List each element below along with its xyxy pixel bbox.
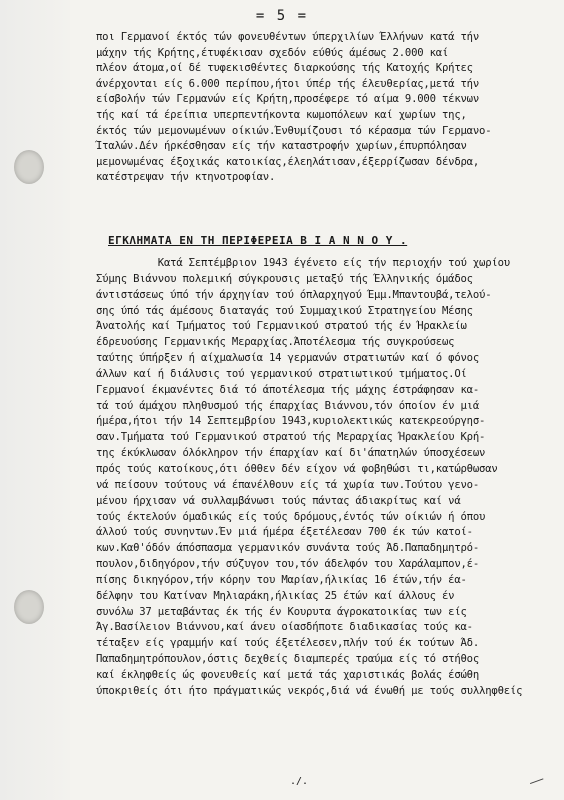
- text-line: Ίταλών.Δέν ήρκέσθησαν είς τήν καταστροφήν χωρίων,έπυρπόλησαν: [96, 140, 467, 153]
- corner-mark: [527, 769, 544, 784]
- text-line: Άγ.Βασίλειον Βιάννου,καί άνευ οίασδήποτε διαδικασίας τούς κα-: [96, 621, 473, 634]
- text-line: ταύτης ύπήρξεν ή αίχμαλωσία 14 γερμανών στρατιωτών καί ό φόνος: [96, 352, 480, 365]
- paragraph-1: [96, 30, 548, 186]
- text-line: τέταξεν είς γραμμήν καί τούς έξετέλεσεν,πλήν τού έκ τούτων Άδ.: [96, 637, 480, 650]
- paragraph-2: [96, 256, 548, 700]
- text-line: ήμέρα,ήτοι τήν 14 Σεπτεμβρίου 1943,κυριολεκτικώς κατεκρεούργησ-: [96, 415, 486, 428]
- text-line: Παπαδημητρόπουλον,όστις δεχθείς διαμπερές τραύμα είς τό στήθος: [96, 653, 480, 666]
- text-line: άλλων καί ή διάλυσις τού γερμανικού στρατιωτικού τμήματος.Οί: [96, 367, 467, 380]
- section-heading: ΕΓΚΛΗΜΑΤΑ ΕΝ ΤΗ ΠΕΡΙΦΕΡΕΙΑ Β Ι Α Ν Ν Ο Υ .: [108, 234, 408, 247]
- binding-edge: [0, 0, 70, 800]
- text-line: συνόλω 37 μεταβάντας έκ τής έν Κουρυτα άγροκατοικίας των είς: [96, 605, 467, 618]
- text-line: νά πείσουν τούτους νά έπανέλθουν είς τά χωρία των.Τούτου γενο-: [96, 478, 480, 491]
- page-number: = 5 =: [255, 8, 309, 24]
- text-line: κων.Καθ'όδόν άπόσπασμα γερμανικόν συνάντα τούς Άδ.Παπαδημητρό-: [96, 542, 480, 555]
- text-line: πίσης δικηγόρον,τήν κόρην του Μαρίαν,ήλικίας 16 έτών,τήν έα-: [96, 573, 467, 586]
- text-line: σαν.Τμήματα τού Γερμανικού στρατού τής Μεραρχίας Ήρακλείου Κρή-: [96, 431, 486, 444]
- text-line: μάχην τής Κρήτης,έτυφέκισαν σχεδόν εύθύς άμέσως 2.000 καί: [96, 46, 449, 59]
- text-line: άντιστάσεως ύπό τήν άρχηγίαν τού όπλαρχηγού Έμμ.Μπαντουβά,τελού-: [96, 288, 492, 301]
- text-line: ύποκριθείς ότι ήτο πράγματικώς νεκρός,διά νά ένωθή με τούς συλληφθείς: [96, 684, 523, 697]
- text-line: πλέον άτομα,οί δέ τυφεκισθέντες διαρκούσης τής Κατοχής Κρήτες: [96, 62, 473, 75]
- page-end-mark: ./.: [290, 776, 309, 787]
- text-line: είσβολήν τών Γερμανών είς Κρήτη,προσέφερε τό αίμα 9.000 τέκνων: [96, 93, 480, 106]
- punch-hole: [14, 590, 44, 624]
- text-line: της έκύκλωσαν όλόκληρον τήν έπαρχίαν καί δι'άπατηλών ύποσχέσεων: [96, 447, 486, 460]
- text-line: ποι Γερμανοί έκτός τών φονευθέντων ύπερχιλίων Έλλήνων κατά τήν: [96, 31, 480, 43]
- text-line: έκτός τών μεμονωμένων οίκιών.Ένθυμίζουσι τό κέρασμα τών Γερμανο-: [96, 124, 492, 137]
- text-line: καί έκληφθείς ώς φονευθείς καί μετά τάς χαριστικάς βολάς έσώθη: [96, 668, 480, 681]
- text-line: τής καί τά έρείπια υπερπεντήκοντα κωμοπόλεων καί χωρίων της,: [96, 108, 467, 121]
- text-line: τά τού άμάχου πληθυσμού τής έπαρχίας Βιάννου,τόν όποίον έν μιά: [96, 399, 480, 412]
- text-line: Κατά Σεπτέμβριον 1943 έγένετο είς τήν περιοχήν τού χωρίου: [96, 257, 510, 269]
- text-line: έδρευούσης Γερμανικής Μεραρχίας.Άποτέλεσμα τής συγκρούσεως: [96, 336, 455, 349]
- text-line: Γερμανοί έκμανέντες διά τό άποτέλεσμα τής μάχης έστράφησαν κα-: [96, 383, 480, 396]
- text-line: πουλον,διδηγόρον,τήν σύζυγον του,τόν άδελφόν του Χαράλαμπον,έ-: [96, 558, 480, 571]
- text-line: μένου ήρχισαν νά συλλαμβάνωσι τούς πάντας άδιακρίτως καί νά: [96, 494, 461, 507]
- text-line: άνέρχονται είς 6.000 περίπου,ήτοι ύπέρ τής έλευθερίας,μετά τήν: [96, 77, 480, 90]
- text-line: τούς έκτελούν όμαδικώς είς τούς δρόμους,έντός τών οίκιών ή όπου: [96, 510, 486, 523]
- text-line: άλλού τούς συνηντων.Έν μιά ήμέρα έξετέλεσαν 700 έκ τών κατοί-: [96, 526, 473, 539]
- text-line: δέλφην του Κατίναν Μηλιαράκη,ήλικίας 25 έτών καί άλλους έν: [96, 589, 455, 602]
- text-line: μεμονωμένας έξοχικάς κατοικίας,έλεηλάτισαν,έξερρίζωσαν δένδρα,: [96, 155, 480, 168]
- text-line: κατέστρεψαν τήν κτηνοτροφίαν.: [96, 171, 276, 184]
- text-line: πρός τούς κατοίκους,ότι όθθεν δέν είχον νά φοβηθώσι τι,κατώρθωσαν: [96, 462, 498, 475]
- text-line: Άνατολής καί Τμήματος τού Γερμανικού στρατού τής έν Ήρακλείω: [96, 320, 467, 333]
- text-line: Σύμης Βιάννου πολεμική σύγκρουσις μεταξύ τής Έλληνικής όμάδος: [96, 272, 473, 285]
- punch-hole: [14, 150, 44, 184]
- text-line: σης ύπό τάς άμέσους διαταγάς τού Συμμαχικού Στρατηγείου Μέσης: [96, 304, 473, 317]
